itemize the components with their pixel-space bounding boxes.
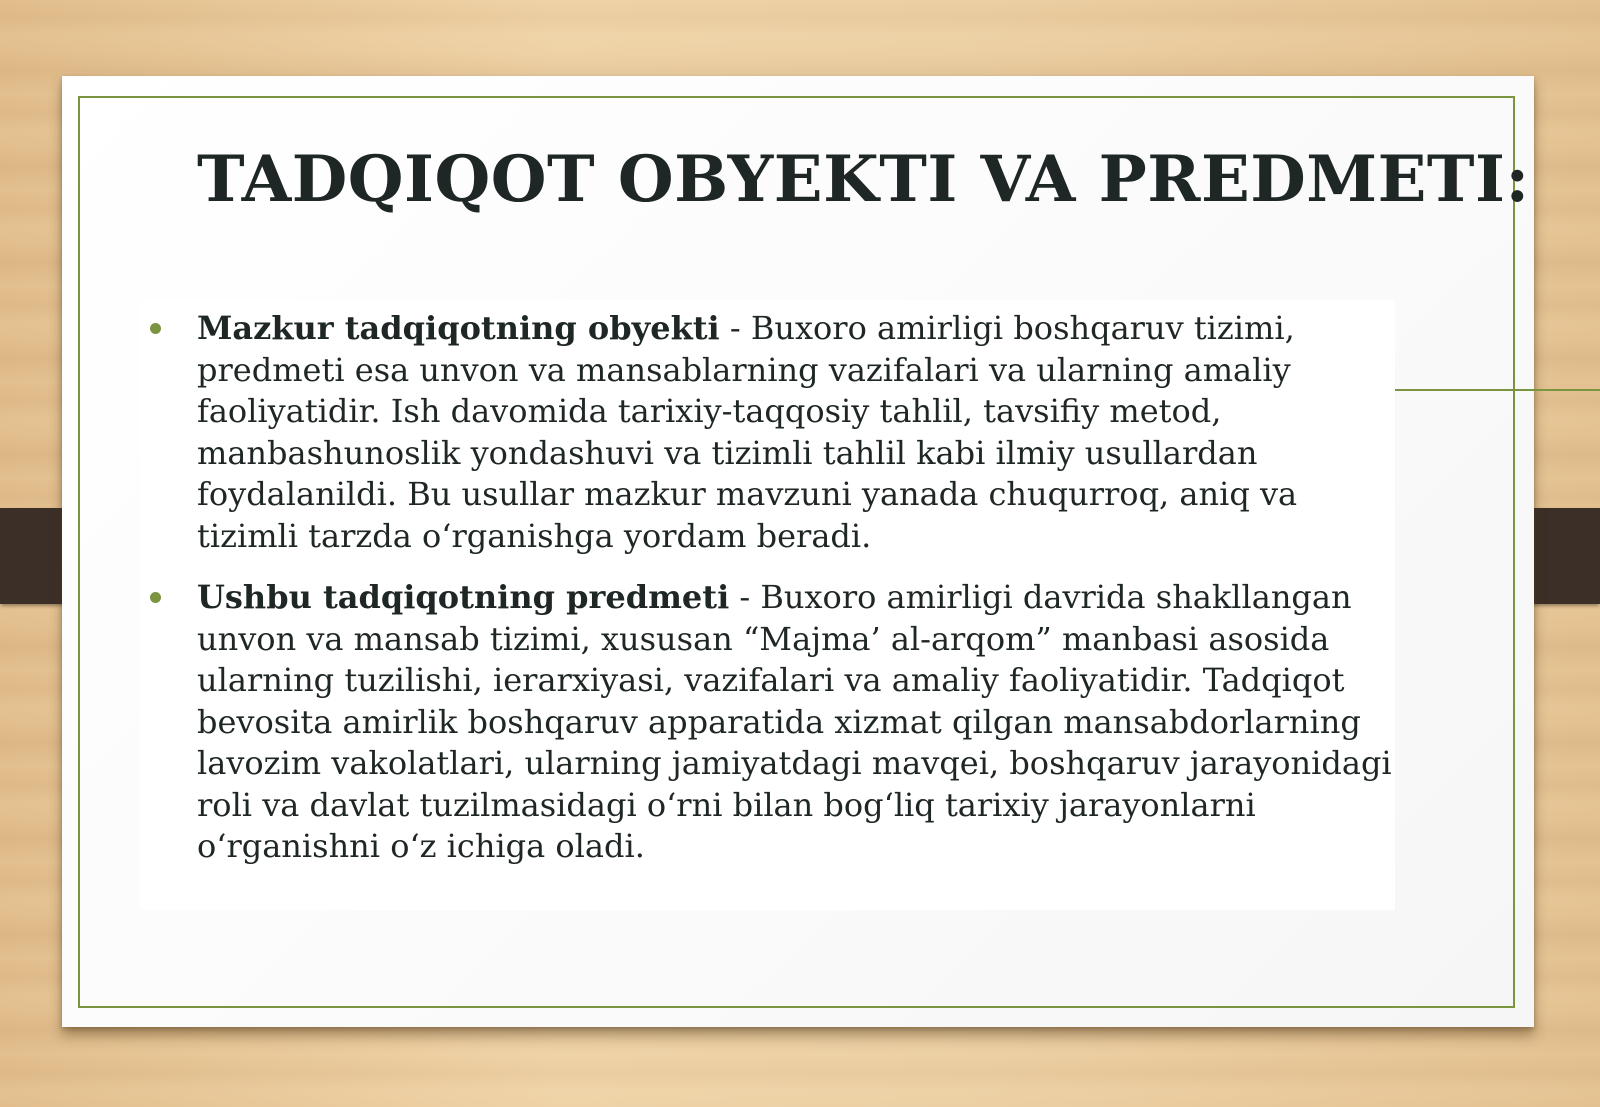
bullet-text: - Buxoro amirligi davrida shakllangan unvon va mansab tizimi, xususan “Majma’ al-arqom” manbasi asosida ularning tuzilishi, ierarxiyasi, vazifalari va amaliy faoliyatidir. Tadqiqot bevosita amirlik boshqaruv apparatida xizmat qilgan mansabdorlarning lavozim vakolatlari, ularning jamiyatdagi mavqei, boshqaruv jarayonidagi roli va davlat tuzilmasidagi o‘rni bilan bog‘liq tarixiy jarayonlarni o‘rganishni o‘z ichiga oladi. bbox=[197, 578, 1392, 865]
bullet-list bbox=[150, 308, 1395, 888]
bullet-item-object bbox=[150, 308, 1395, 557]
bullet-text: - Buxoro amirligi boshqaruv tizimi, predmeti esa unvon va mansablarning vazifalari va ularning amaliy faoliyatidir. Ish davomida tarixiy-taqqosiy tahlil, tavsifiy metod, manbashunoslik yondashuvi va tizimli tahlil kabi ilmiy usullardan foydalanildi. Bu usullar mazkur mavzuni yanada chuqurroq, aniq va tizimli tarzda o‘rganishga yordam beradi. bbox=[197, 309, 1298, 555]
accent-line bbox=[1395, 389, 1600, 391]
bullet-item-subject bbox=[150, 577, 1395, 868]
bullet-lead: Mazkur tadqiqotning obyekti bbox=[197, 309, 720, 347]
slide-title: TADQIQOT OBYEKTI VA PREDMETI: bbox=[197, 142, 1530, 217]
bullet-lead: Ushbu tadqiqotning predmeti bbox=[197, 578, 730, 616]
bullet-dot-icon bbox=[150, 323, 161, 334]
bullet-dot-icon bbox=[150, 592, 161, 603]
